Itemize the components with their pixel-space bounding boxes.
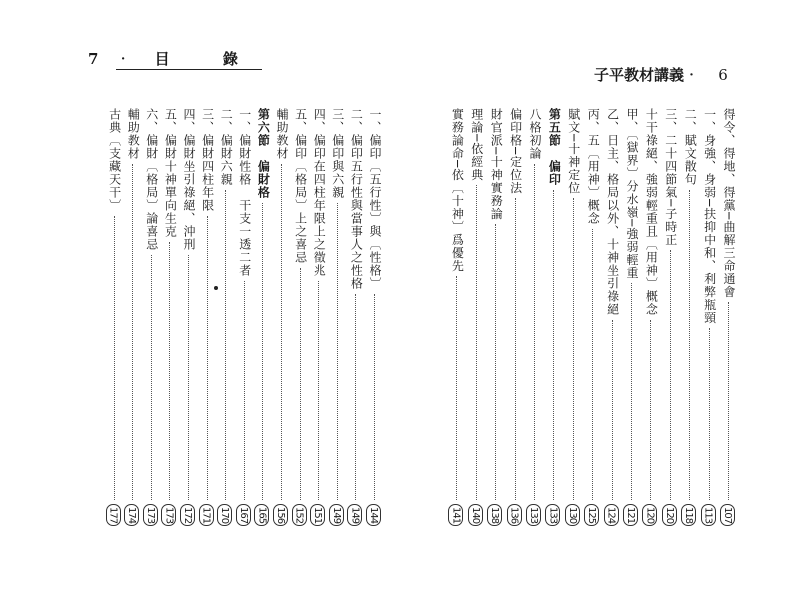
toc-page-number: 141 [448, 504, 463, 526]
dot-leader [244, 281, 245, 500]
toc-entry-text: 二、偏印五行性與當事人之性格 [349, 108, 364, 290]
dot-leader [650, 320, 651, 500]
dot-leader [225, 190, 226, 500]
toc-entry [681, 108, 698, 538]
toc-entry [604, 108, 621, 538]
dot-leader [262, 203, 263, 500]
toc-entry-text: 四、偏印在四柱年限上之徵兆 [312, 108, 327, 277]
toc-entry [623, 108, 640, 538]
dot-leader [495, 224, 496, 500]
toc-entry [106, 108, 123, 538]
toc-page-number: 136 [507, 504, 522, 526]
toc-page-number: 174 [124, 504, 139, 526]
toc-entry-text: 得令、得地、得黨─曲解三命通會 [722, 108, 736, 299]
dot-leader [374, 294, 375, 500]
dot-leader [114, 216, 115, 500]
toc-entry-text: 輔助教材 [126, 108, 141, 160]
dot-leader [573, 198, 574, 500]
toc-page-number: 171 [199, 504, 214, 526]
right-header [594, 64, 728, 85]
toc-entry-text: 一、身強、身弱─扶抑中和、利弊瓶頸 [702, 108, 717, 325]
toc-entry-text: 第六節 偏財格 [256, 108, 271, 199]
dot-leader [631, 283, 632, 500]
toc-page-number: 152 [292, 504, 307, 526]
toc-entry-text: 財官派─十神實務論 [489, 108, 504, 221]
toc-entry-text: 十干祿絕、強弱輕重且〔用神〕概念 [644, 108, 659, 316]
dot-leader [169, 242, 170, 500]
toc-entry [507, 108, 524, 538]
toc-entry [448, 108, 465, 538]
right-page [396, 0, 793, 606]
toc-entry [310, 108, 327, 538]
toc-page-number: 156 [273, 504, 288, 526]
toc-entry-text: 三、二十四節氣─子時正 [663, 108, 678, 247]
toc-entry-text: 古典〔支藏天干〕 [107, 108, 122, 212]
toc-page-number: 107 [720, 504, 735, 526]
dot-leader [689, 190, 690, 500]
toc-entry [642, 108, 659, 538]
dot-leader [132, 164, 133, 500]
left-page-number: 7 [88, 50, 99, 68]
toc-page-number: 130 [565, 504, 580, 526]
toc-page-number: 138 [487, 504, 502, 526]
toc-page-number: 120 [662, 504, 677, 526]
toc-page-number: 173 [143, 504, 158, 526]
dot-leader [709, 328, 710, 500]
dot-leader [534, 164, 535, 500]
toc-entry-text: 乙、日主、格局以外、十神坐引祿絕 [605, 108, 620, 316]
toc-entry [468, 108, 485, 538]
dot-leader [612, 320, 613, 500]
toc-page-number: 149 [347, 504, 362, 526]
toc-entry [273, 108, 290, 538]
toc-entry [180, 108, 197, 538]
toc-page-number: 172 [180, 504, 195, 526]
toc-page-number: 173 [161, 504, 176, 526]
toc-entry [292, 108, 309, 538]
toc-page-number: 165 [254, 504, 269, 526]
toc-entry-text: 二、賦文散句 [683, 108, 698, 186]
toc-entry-text: 丙、五〔用神〕概念 [586, 108, 601, 225]
dot-leader [476, 185, 477, 500]
toc-entry [584, 108, 601, 538]
toc-entry-text: 一、偏財性格 干支一透二者 [237, 108, 252, 277]
toc-page-number: 170 [217, 504, 232, 526]
toc-entry-text: 八格初論 [528, 108, 542, 160]
toc-page-number: 118 [681, 504, 696, 526]
toc-entry [526, 108, 543, 538]
toc-entry [329, 108, 346, 538]
toc-page-number: 125 [584, 504, 599, 526]
toc-entry [161, 108, 178, 538]
toc-entry-text: 五、偏財十神單向生克 [163, 108, 178, 238]
toc-entry [199, 108, 216, 538]
left-page [0, 0, 396, 606]
toc-entry-text: 五、偏印〔格局〕上之喜忌 [293, 108, 308, 264]
toc-entry [565, 108, 582, 538]
toc-entry-text: 理論─依經典 [469, 108, 484, 182]
toc-page-number: 167 [236, 504, 251, 526]
toc-entry [217, 108, 234, 538]
dot-leader [670, 250, 671, 500]
toc-entry [701, 108, 718, 538]
dot-leader [281, 164, 282, 500]
toc-entry-text: 賦文─十神定位 [566, 108, 581, 195]
toc-entry [487, 108, 504, 538]
dot-leader [456, 276, 457, 500]
toc-page-number: 140 [468, 504, 483, 526]
toc-entry [366, 108, 383, 538]
right-page-number: 6 [718, 66, 728, 84]
toc-entry-text: 第五節 偏印 [547, 108, 562, 186]
toc-entry-text: 四、偏財坐引祿絕、沖刑 [182, 108, 196, 251]
toc-entry [347, 108, 364, 538]
dot-leader [728, 302, 729, 500]
toc-entry [662, 108, 679, 538]
toc-page-number: 113 [701, 504, 716, 526]
toc-entry-text: 三、偏印與六親 [330, 108, 345, 199]
toc-entry-text: 甲、〔獄界〕分水嶺─強弱輕重 [625, 108, 639, 280]
toc-entry [545, 108, 562, 538]
toc-entry-text: 偏印格─定位法 [508, 108, 523, 195]
toc-entry-text: 六、偏財〔格局〕論喜忌 [144, 108, 159, 251]
toc-page-number: 151 [310, 504, 325, 526]
toc-page-number: 124 [604, 504, 619, 526]
dot-leader [515, 198, 516, 500]
dot-leader [151, 255, 152, 500]
dot-leader [355, 294, 356, 500]
dot-leader [318, 281, 319, 500]
dot-leader [207, 216, 208, 500]
right-page-title: 子平教材講義‧ [594, 66, 700, 84]
dot-leader [337, 203, 338, 500]
toc-entry-text: 三、偏財四柱年限 [200, 108, 215, 212]
toc-entry [236, 108, 253, 538]
toc-entry [254, 108, 271, 538]
dot-leader [553, 190, 554, 500]
toc-entry-text: 一、偏印〔五行性〕與〔性格〕 [368, 108, 382, 290]
toc-entry-text: 實務論命─依〔十神〕爲優先 [450, 108, 465, 273]
toc-entry [124, 108, 141, 538]
toc-entry [143, 108, 160, 538]
ink-dot [214, 286, 218, 290]
dot-leader [188, 255, 189, 500]
toc-page-number: 144 [366, 504, 381, 526]
toc-entry [720, 108, 737, 538]
left-header [88, 48, 262, 69]
toc-entry-text: 輔助教材 [275, 108, 289, 160]
toc-page-number: 133 [545, 504, 560, 526]
toc-page-number: 120 [642, 504, 657, 526]
toc-page-number: 133 [526, 504, 541, 526]
toc-page-number: 149 [329, 504, 344, 526]
dot-leader [300, 268, 301, 500]
left-page-title: ‧目 錄 [115, 50, 262, 68]
toc-page-number: 121 [623, 504, 638, 526]
toc-page-number: 177 [106, 504, 121, 526]
toc-entry-text: 二、偏財六親 [219, 108, 234, 186]
dot-leader [592, 229, 593, 500]
